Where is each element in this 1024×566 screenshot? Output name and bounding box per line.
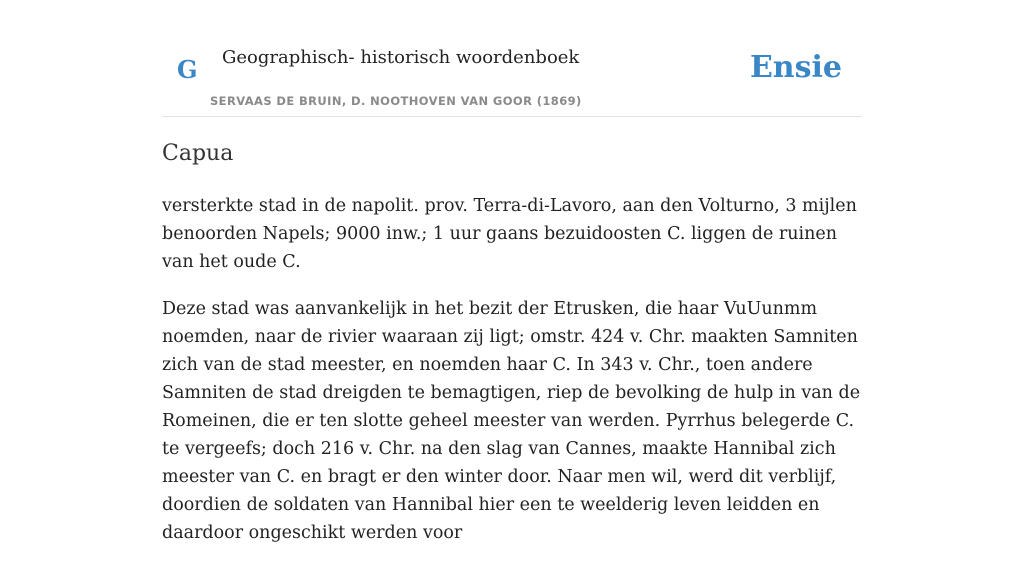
page-container bbox=[162, 0, 862, 543]
ensie-logo-link[interactable]: Ensie bbox=[749, 50, 842, 85]
entry-paragraph: versterkte stad in de napolit. prov. Terra-di-Lavoro, aan den Volturno, 3 mijlen benoorden Napels; 9000 inw.; 1 uur gaans bezuidoosten C. liggen de ruinen van het oude C. bbox=[162, 196, 857, 272]
book-letter-logo[interactable]: G bbox=[177, 55, 198, 84]
entry-paragraph: Deze stad was aanvankelijk in het bezit der Etrusken, die haar VuUunmm noemden, naar de rivier waaraan zij ligt; omstr. 424 v. Chr. maakten Samniten zich van de stad meester, en noemden haar C. In 343 v. Chr., toen andere Samniten de stad dreigden te bemagtigen, riep de bevolking de hulp in van de Romeinen, die er ten slotte geheel meester van werden. Pyrrhus belegerde C. te vergeefs; doch 216 v. Chr. na den slag van Cannes, maakte Hannibal zich meester van C. en bragt er den winter door. Naar men wil, werd dit verblijf, doordien de soldaten van Hannibal hier een te weelderig leven leidden en daardoor ongeschikt werden voor bbox=[162, 299, 861, 543]
entry-body bbox=[162, 192, 867, 566]
book-author: SERVAAS DE BRUIN, D. NOOTHOVEN VAN GOOR (1869) bbox=[210, 94, 582, 108]
entry-title: Capua bbox=[162, 141, 234, 166]
book-header bbox=[162, 0, 862, 117]
book-title-link[interactable]: Geographisch- historisch woordenboek bbox=[222, 47, 580, 68]
